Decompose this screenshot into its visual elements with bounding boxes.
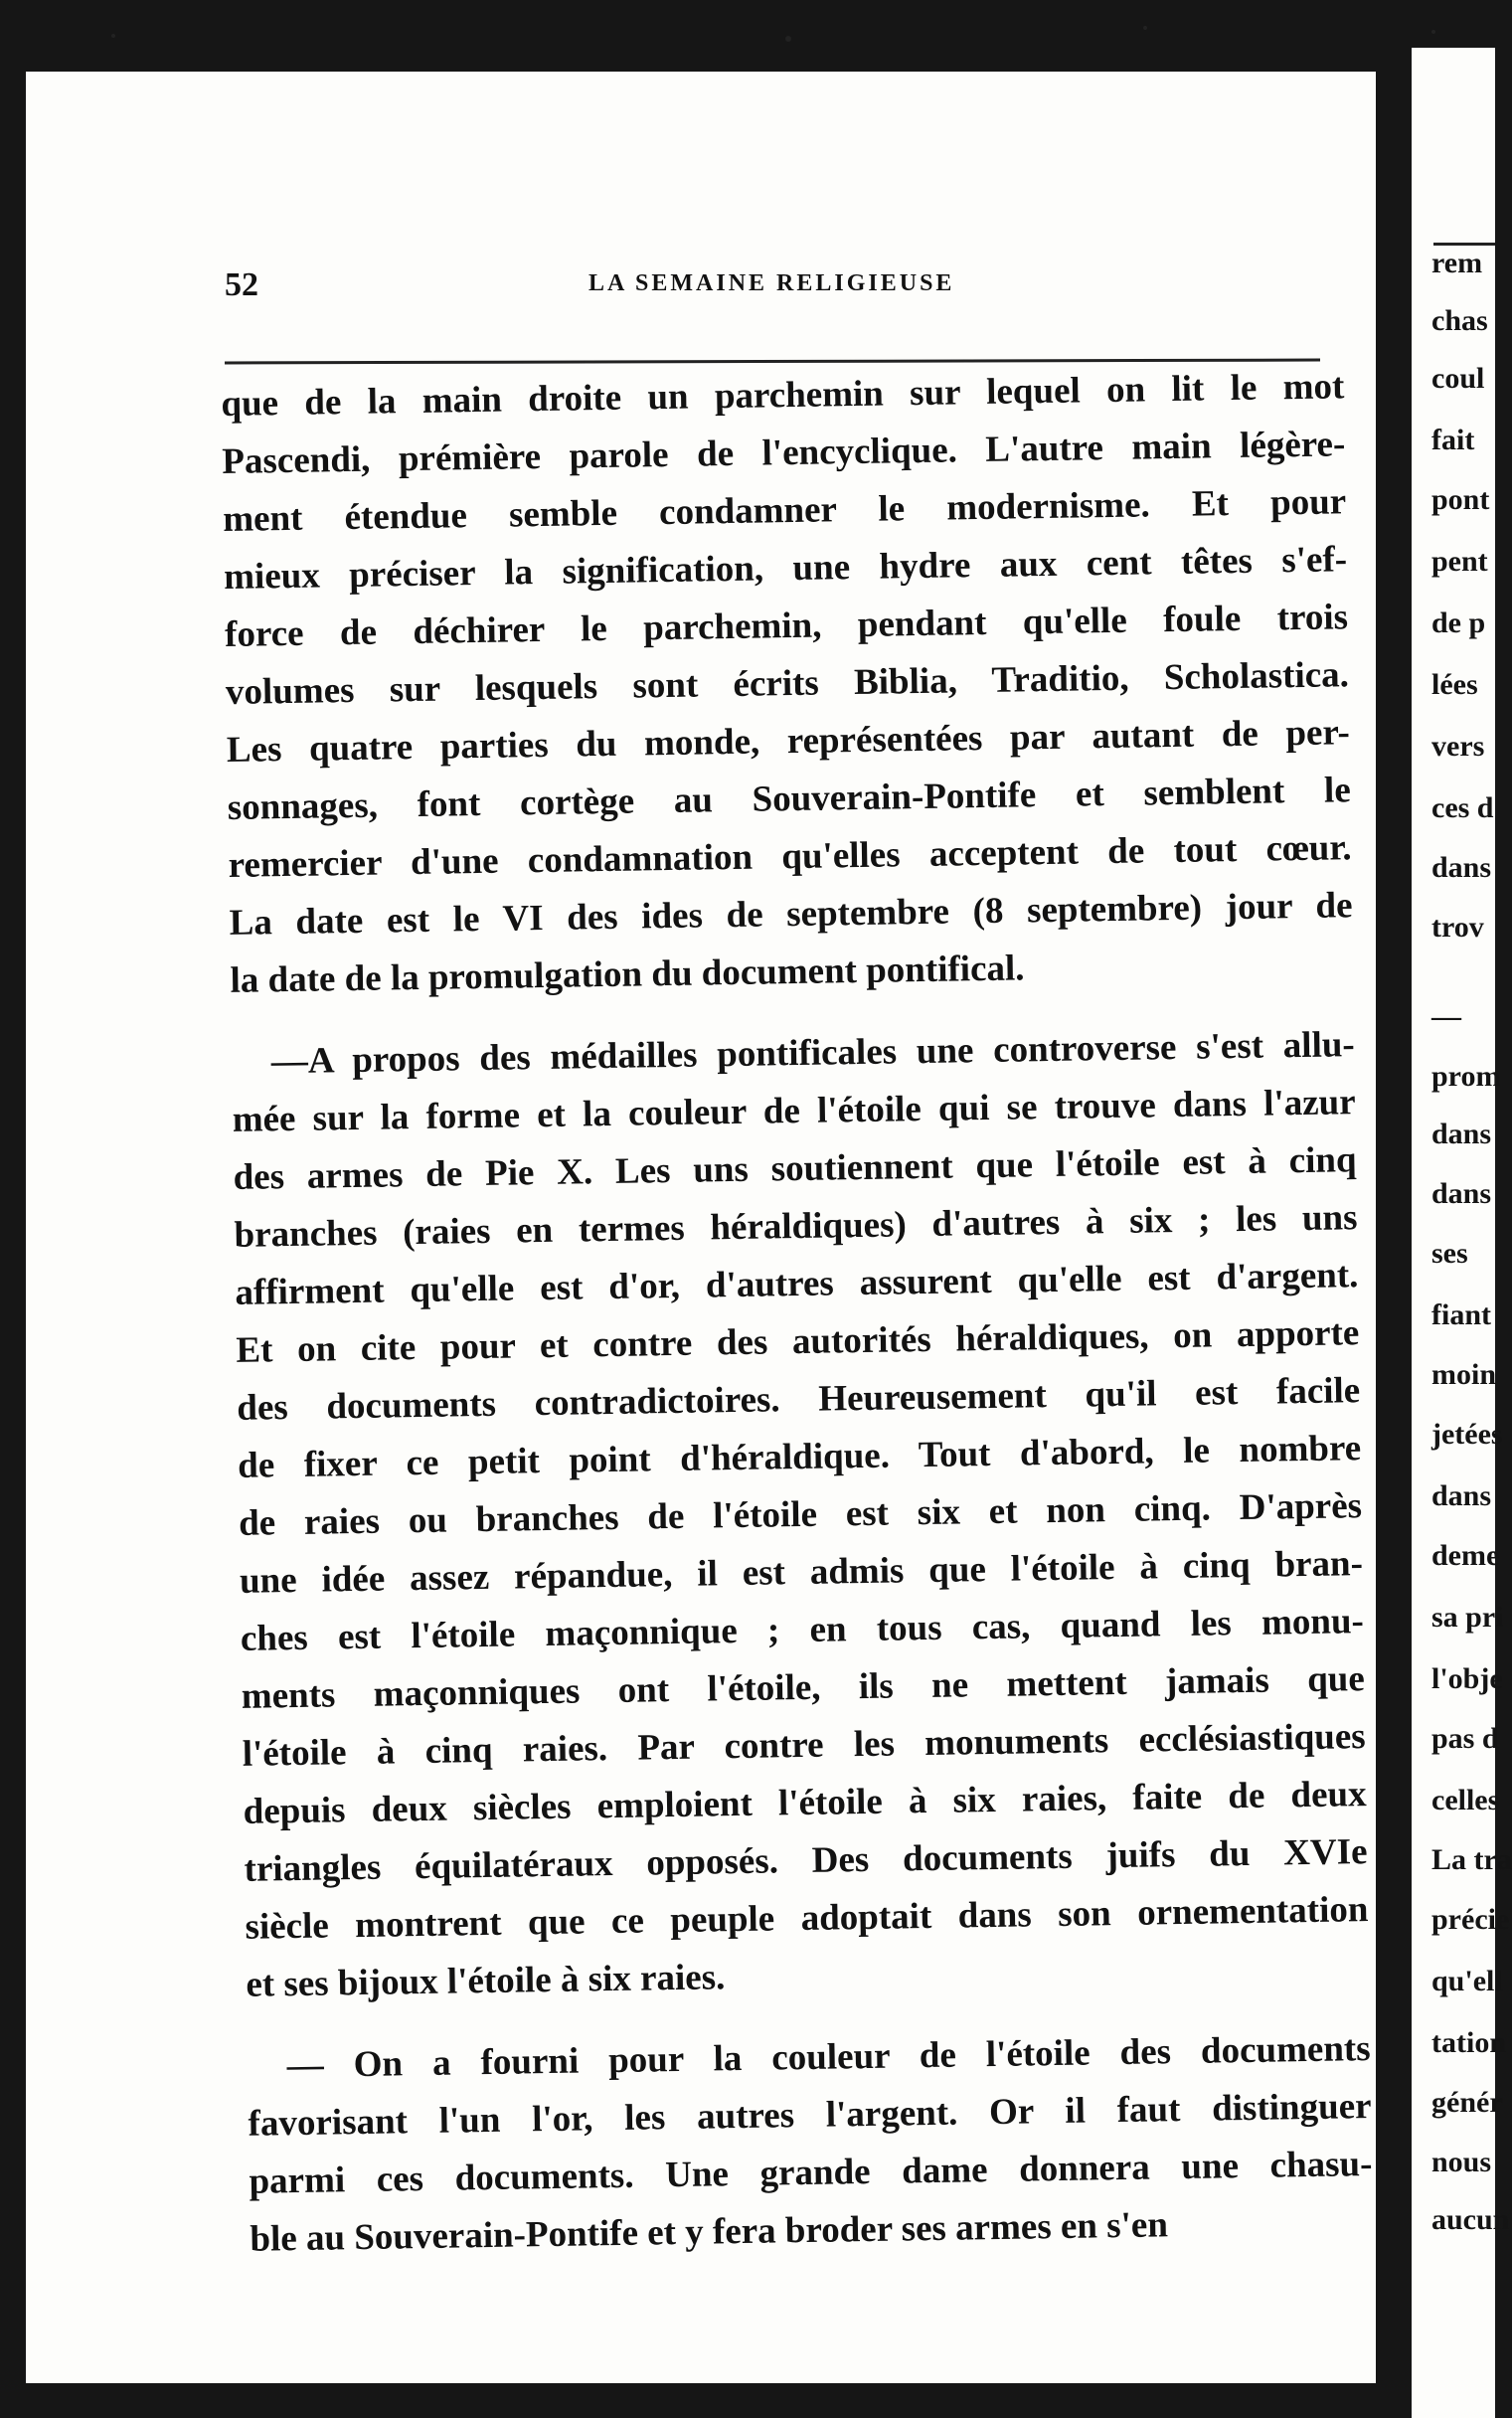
text-line: ble au Souverain-Pontife et y fera broder ses armes en s'en xyxy=(250,2204,1169,2260)
right-page-fragment: prom xyxy=(1431,1060,1501,1093)
text-line: une idée assez répandue, il est admis que l'étoile à cinq bran- xyxy=(239,1543,1364,1602)
right-page-fragment: moin xyxy=(1431,1358,1497,1391)
dust-speck xyxy=(1143,26,1147,30)
text-line: Pascendi, prémière parole de l'encyclique. L'autre main légère- xyxy=(222,424,1346,482)
right-page-fragment: pent xyxy=(1431,545,1488,578)
right-page-fragment: trov xyxy=(1431,911,1484,944)
right-page-fragment: précie xyxy=(1431,1903,1510,1936)
text-line: ments maçonniques ont l'étoile, ils ne mettent jamais que xyxy=(241,1658,1366,1717)
right-page-fragment: lées xyxy=(1431,668,1478,701)
text-line: affirment qu'elle est d'or, d'autres assurent qu'elle est d'argent. xyxy=(235,1255,1359,1313)
right-page-header-rule xyxy=(1433,243,1495,246)
text-line: triangles équilatéraux opposés. Des documents juifs du XVIe xyxy=(244,1831,1368,1890)
text-line: Les quatre parties du monde, représentées par autant de per- xyxy=(226,712,1351,771)
right-page-fragment: vers xyxy=(1431,730,1485,763)
text-line: ment étendue semble condamner le modernisme. Et pour xyxy=(222,481,1347,540)
text-line: siècle montrent que ce peuple adoptait dans son ornementation xyxy=(245,1889,1369,1948)
right-page-fragment: dans xyxy=(1431,1118,1492,1150)
right-page-fragment: coul xyxy=(1431,362,1485,395)
text-line: la date de la promulgation du document pontifical. xyxy=(230,948,1025,1001)
text-line: de fixer ce petit point d'héraldique. Tout d'abord, le nombre xyxy=(237,1428,1362,1486)
right-page-fragment: tation xyxy=(1431,2026,1506,2059)
right-page-fragment: fiant xyxy=(1431,1298,1491,1331)
text-line: ches est l'étoile maçonnique ; en tous cas, quand les monu- xyxy=(240,1601,1365,1659)
text-line: parmi ces documents. Une grande dame donnera une chasu- xyxy=(249,2144,1373,2202)
text-line: que de la main droite un parchemin sur lequel on lit le mot xyxy=(221,366,1345,425)
right-page-fragment: pas d xyxy=(1431,1722,1499,1755)
text-line: de raies ou branches de l'étoile est six et non cinq. D'après xyxy=(238,1485,1363,1544)
right-page-fragment: celles xyxy=(1431,1784,1500,1816)
text-line: et ses bijoux l'étoile à six raies. xyxy=(246,1957,726,2005)
text-line: depuis deux siècles emploient l'étoile à six raies, faite de deux xyxy=(243,1774,1367,1832)
right-page-fragment: chas xyxy=(1431,304,1488,337)
text-line: branches (raies en termes héraldiques) d'autres à six ; les uns xyxy=(234,1197,1358,1256)
text-line: des armes de Pie X. Les uns soutiennent que l'étoile est à cinq xyxy=(233,1139,1357,1198)
right-page-fragment: rem xyxy=(1431,247,1483,279)
text-line: —A propos des médailles pontificales une controverse s'est allu- xyxy=(270,1024,1356,1083)
right-page-fragment: qu'ell xyxy=(1431,1965,1503,1997)
right-page-fragment: deme xyxy=(1431,1539,1500,1572)
text-line: favorisant l'un l'or, les autres l'argent. Or il faut distinguer xyxy=(248,2086,1372,2145)
right-page-fragment: l'obje xyxy=(1431,1662,1503,1695)
right-page-fragment: ses xyxy=(1431,1237,1468,1270)
text-line: Et on cite pour et contre des autorités héraldiques, on apporte xyxy=(236,1312,1360,1371)
right-page-fragment: jetées xyxy=(1431,1418,1503,1451)
page-number: 52 xyxy=(225,266,258,303)
running-title: LA SEMAINE RELIGIEUSE xyxy=(588,270,955,296)
paragraph xyxy=(221,358,1354,1010)
dust-speck xyxy=(111,34,115,38)
text-line: mieux préciser la signification, une hydre aux cent têtes s'ef- xyxy=(223,539,1348,598)
right-page-fragment: dans xyxy=(1431,851,1492,884)
right-page-fragment: génér xyxy=(1431,2086,1503,2119)
text-line: l'étoile à cinq raies. Par contre les monuments ecclésiastiques xyxy=(242,1716,1366,1775)
right-page-fragment: sa pri xyxy=(1431,1601,1504,1634)
right-page-fragment: La tra xyxy=(1431,1843,1512,1876)
text-line: mée sur la forme et la couleur de l'étoile qui se trouve dans l'azur xyxy=(232,1082,1356,1140)
right-page-fragment: de p xyxy=(1431,606,1486,639)
text-line: remercier d'une condamnation qu'elles acceptent de tout cœur. xyxy=(228,827,1352,886)
text-line: La date est le VI des ides de septembre (8 septembre) jour de xyxy=(229,885,1353,944)
text-line: — On a fourni pour la couleur de l'étoile des documents xyxy=(286,2028,1371,2087)
dust-speck xyxy=(1431,30,1435,34)
dust-speck xyxy=(785,36,791,42)
text-line: volumes sur lesquels sont écrits Biblia, Traditio, Scholastica. xyxy=(225,654,1350,713)
text-line: sonnages, font cortège au Souverain-Pontife et semblent le xyxy=(227,770,1352,828)
right-page xyxy=(1412,48,1512,2418)
paragraph xyxy=(247,2020,1374,2269)
right-page-fragment: aucun xyxy=(1431,2203,1510,2236)
text-line: force de déchirer le parchemin, pendant qu'elle foule trois xyxy=(224,597,1349,655)
page-header xyxy=(225,266,1320,316)
body-text xyxy=(221,358,1374,2269)
right-page-fragment: dans xyxy=(1431,1177,1492,1210)
paragraph xyxy=(231,1016,1369,2014)
right-page-fragment: pont xyxy=(1431,483,1490,516)
right-page-fragment: — xyxy=(1431,1000,1461,1033)
right-page-fragment: ces d xyxy=(1431,791,1494,824)
right-page-fragment: nous xyxy=(1431,2146,1492,2178)
right-page-fragment: fait xyxy=(1431,424,1475,456)
text-line: des documents contradictoires. Heureusement qu'il est facile xyxy=(236,1370,1361,1429)
right-page-fragment: dans xyxy=(1431,1479,1492,1512)
